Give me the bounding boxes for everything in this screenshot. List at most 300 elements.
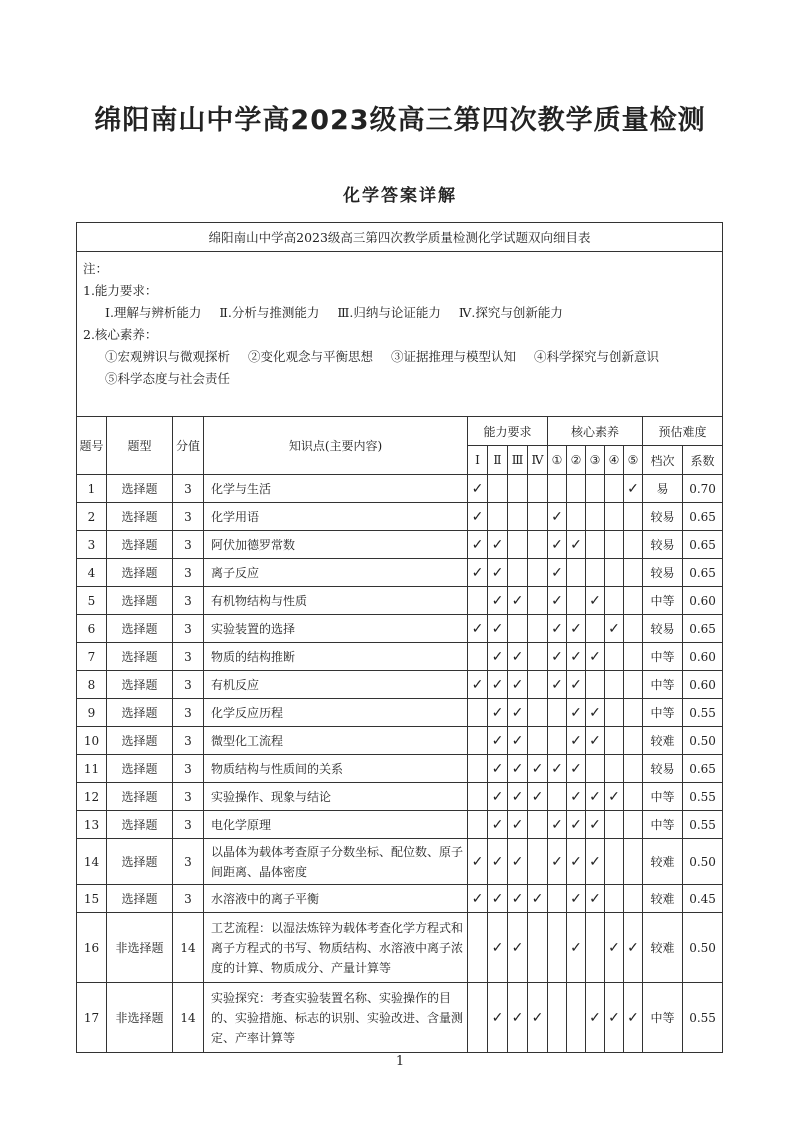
cell-type: 选择题 [107, 699, 173, 727]
cell-level: 易 [643, 475, 683, 503]
cell-no: 15 [77, 885, 107, 913]
literacy-check-4: ✓ [605, 983, 624, 1053]
cell-coef: 0.65 [683, 503, 723, 531]
cell-level: 中等 [643, 811, 683, 839]
literacy-check-4 [605, 885, 624, 913]
literacy-check-2 [567, 587, 586, 615]
cell-no: 1 [77, 475, 107, 503]
ability-check-4: ✓ [528, 885, 548, 913]
cell-coef: 0.50 [683, 727, 723, 755]
cell-no: 14 [77, 839, 107, 885]
ability-check-4 [528, 531, 548, 559]
literacy-check-2: ✓ [567, 727, 586, 755]
cell-level: 较易 [643, 755, 683, 783]
literacy-check-5 [624, 531, 643, 559]
literacy-check-5: ✓ [624, 983, 643, 1053]
cell-coef: 0.45 [683, 885, 723, 913]
ability-check-4 [528, 839, 548, 885]
literacy-check-2 [567, 559, 586, 587]
literacy-check-4 [605, 755, 624, 783]
cell-coef: 0.60 [683, 671, 723, 699]
ability-check-2: ✓ [488, 755, 508, 783]
cell-score: 3 [173, 615, 204, 643]
literacy-check-4 [605, 671, 624, 699]
cell-topic: 化学反应历程 [204, 699, 468, 727]
cell-topic: 化学用语 [204, 503, 468, 531]
cell-topic: 化学与生活 [204, 475, 468, 503]
literacy-check-2: ✓ [567, 615, 586, 643]
literacy-check-4 [605, 475, 624, 503]
notes-label: 注： [83, 261, 109, 276]
cell-no: 3 [77, 531, 107, 559]
literacy-check-2: ✓ [567, 885, 586, 913]
literacy-check-2 [567, 503, 586, 531]
cell-level: 较难 [643, 839, 683, 885]
ability-item: Ⅲ.归纳与论证能力 [337, 305, 441, 320]
cell-topic: 水溶液中的离子平衡 [204, 885, 468, 913]
literacy-items-2 [83, 368, 716, 390]
cell-score: 3 [173, 727, 204, 755]
ability-check-1: ✓ [468, 885, 488, 913]
header-ability-col: Ⅱ [488, 446, 508, 475]
literacy-item: ②变化观念与平衡思想 [248, 349, 374, 364]
cell-score: 3 [173, 503, 204, 531]
ability-check-2: ✓ [488, 671, 508, 699]
literacy-item: ⑤科学态度与社会责任 [105, 371, 231, 386]
literacy-check-2: ✓ [567, 783, 586, 811]
cell-level: 中等 [643, 643, 683, 671]
cell-topic: 有机物结构与性质 [204, 587, 468, 615]
ability-check-2: ✓ [488, 643, 508, 671]
ability-check-4: ✓ [528, 755, 548, 783]
header-level: 档次 [643, 446, 683, 475]
ability-item: Ⅰ.理解与辨析能力 [105, 305, 202, 320]
cell-no: 11 [77, 755, 107, 783]
cell-no: 9 [77, 699, 107, 727]
cell-no: 6 [77, 615, 107, 643]
ability-check-1 [468, 643, 488, 671]
cell-type: 选择题 [107, 783, 173, 811]
ability-check-3 [508, 475, 528, 503]
ability-check-3: ✓ [508, 811, 528, 839]
cell-level: 较易 [643, 531, 683, 559]
cell-type: 非选择题 [107, 913, 173, 983]
literacy-check-1 [548, 699, 567, 727]
table-row [77, 885, 723, 913]
literacy-check-1 [548, 913, 567, 983]
cell-level: 较易 [643, 559, 683, 587]
literacy-check-1: ✓ [548, 503, 567, 531]
cell-coef: 0.65 [683, 531, 723, 559]
literacy-check-5 [624, 727, 643, 755]
cell-coef: 0.55 [683, 811, 723, 839]
cell-type: 选择题 [107, 671, 173, 699]
literacy-check-1: ✓ [548, 811, 567, 839]
literacy-check-1 [548, 475, 567, 503]
cell-type: 非选择题 [107, 983, 173, 1053]
cell-type: 选择题 [107, 755, 173, 783]
cell-no: 2 [77, 503, 107, 531]
cell-score: 3 [173, 643, 204, 671]
ability-check-3: ✓ [508, 983, 528, 1053]
cell-no: 10 [77, 727, 107, 755]
literacy-check-4 [605, 643, 624, 671]
ability-check-3: ✓ [508, 783, 528, 811]
header-type: 题型 [107, 417, 173, 475]
cell-score: 3 [173, 811, 204, 839]
header-literacy-col: ⑤ [624, 446, 643, 475]
cell-topic: 物质的结构推断 [204, 643, 468, 671]
header-literacy-col: ② [567, 446, 586, 475]
table-row [77, 783, 723, 811]
literacy-check-1 [548, 727, 567, 755]
literacy-check-5 [624, 671, 643, 699]
ability-check-3: ✓ [508, 699, 528, 727]
literacy-check-5 [624, 885, 643, 913]
ability-check-2: ✓ [488, 783, 508, 811]
table-row [77, 671, 723, 699]
cell-coef: 0.55 [683, 699, 723, 727]
ability-check-2: ✓ [488, 559, 508, 587]
table-row [77, 643, 723, 671]
ability-check-2: ✓ [488, 885, 508, 913]
ability-item: Ⅱ.分析与推测能力 [219, 305, 320, 320]
spec-table [76, 222, 723, 1053]
literacy-check-3: ✓ [586, 839, 605, 885]
cell-type: 选择题 [107, 531, 173, 559]
cell-type: 选择题 [107, 587, 173, 615]
literacy-check-1: ✓ [548, 615, 567, 643]
cell-coef: 0.60 [683, 643, 723, 671]
header-literacy: 核心素养 [548, 417, 643, 446]
cell-no: 7 [77, 643, 107, 671]
header-literacy-col: ③ [586, 446, 605, 475]
cell-coef: 0.55 [683, 983, 723, 1053]
cell-score: 3 [173, 755, 204, 783]
literacy-check-4 [605, 839, 624, 885]
ability-check-3: ✓ [508, 755, 528, 783]
ability-check-1: ✓ [468, 475, 488, 503]
literacy-check-5 [624, 811, 643, 839]
literacy-check-3 [586, 475, 605, 503]
table-row [77, 531, 723, 559]
literacy-check-5 [624, 559, 643, 587]
ability-check-3: ✓ [508, 727, 528, 755]
cell-type: 选择题 [107, 811, 173, 839]
cell-coef: 0.65 [683, 559, 723, 587]
cell-coef: 0.50 [683, 839, 723, 885]
ability-check-1 [468, 783, 488, 811]
cell-type: 选择题 [107, 643, 173, 671]
literacy-heading: 2.核心素养： [83, 327, 158, 342]
literacy-check-4 [605, 559, 624, 587]
cell-score: 3 [173, 531, 204, 559]
literacy-check-2: ✓ [567, 643, 586, 671]
literacy-check-5 [624, 643, 643, 671]
literacy-check-2: ✓ [567, 671, 586, 699]
table-row [77, 587, 723, 615]
ability-check-4 [528, 727, 548, 755]
cell-level: 中等 [643, 587, 683, 615]
literacy-check-3 [586, 913, 605, 983]
cell-topic: 阿伏加德罗常数 [204, 531, 468, 559]
ability-check-3 [508, 503, 528, 531]
cell-level: 较难 [643, 913, 683, 983]
header-difficulty: 预估难度 [643, 417, 723, 446]
ability-check-1 [468, 727, 488, 755]
table-row [77, 615, 723, 643]
cell-level: 较难 [643, 727, 683, 755]
cell-no: 12 [77, 783, 107, 811]
literacy-check-1: ✓ [548, 559, 567, 587]
ability-check-1 [468, 983, 488, 1053]
cell-score: 14 [173, 983, 204, 1053]
header-ability-col: Ⅰ [468, 446, 488, 475]
ability-check-2: ✓ [488, 727, 508, 755]
cell-topic: 有机反应 [204, 671, 468, 699]
ability-check-4 [528, 913, 548, 983]
cell-type: 选择题 [107, 475, 173, 503]
literacy-check-1 [548, 783, 567, 811]
header-ability-col: Ⅳ [528, 446, 548, 475]
table-row [77, 913, 723, 983]
page-title: 绵阳南山中学高2023级高三第四次教学质量检测 [94, 105, 706, 136]
literacy-check-2 [567, 475, 586, 503]
cell-coef: 0.70 [683, 475, 723, 503]
cell-no: 16 [77, 913, 107, 983]
cell-topic: 实验操作、现象与结论 [204, 783, 468, 811]
cell-coef: 0.55 [683, 783, 723, 811]
cell-level: 较难 [643, 885, 683, 913]
literacy-check-3: ✓ [586, 983, 605, 1053]
cell-coef: 0.60 [683, 587, 723, 615]
cell-level: 中等 [643, 983, 683, 1053]
header-no: 题号 [77, 417, 107, 475]
literacy-check-5 [624, 699, 643, 727]
header-score: 分值 [173, 417, 204, 475]
ability-check-1: ✓ [468, 503, 488, 531]
literacy-check-5 [624, 839, 643, 885]
ability-check-4: ✓ [528, 783, 548, 811]
literacy-check-4 [605, 503, 624, 531]
ability-check-2: ✓ [488, 983, 508, 1053]
cell-type: 选择题 [107, 559, 173, 587]
ability-check-2: ✓ [488, 615, 508, 643]
cell-no: 17 [77, 983, 107, 1053]
literacy-check-2: ✓ [567, 755, 586, 783]
ability-check-1 [468, 811, 488, 839]
literacy-check-1 [548, 983, 567, 1053]
ability-check-2: ✓ [488, 587, 508, 615]
ability-check-1: ✓ [468, 671, 488, 699]
literacy-check-3 [586, 559, 605, 587]
literacy-check-4 [605, 727, 624, 755]
cell-type: 选择题 [107, 615, 173, 643]
literacy-check-4 [605, 699, 624, 727]
literacy-check-3: ✓ [586, 699, 605, 727]
literacy-check-5 [624, 615, 643, 643]
ability-check-2: ✓ [488, 913, 508, 983]
ability-check-3 [508, 615, 528, 643]
literacy-check-3: ✓ [586, 643, 605, 671]
ability-check-4 [528, 699, 548, 727]
ability-check-1 [468, 587, 488, 615]
literacy-check-5: ✓ [624, 475, 643, 503]
literacy-check-5: ✓ [624, 913, 643, 983]
ability-check-4 [528, 811, 548, 839]
table-row [77, 755, 723, 783]
literacy-item: ③证据推理与模型认知 [391, 349, 517, 364]
ability-item: Ⅳ.探究与创新能力 [458, 305, 563, 320]
cell-score: 3 [173, 783, 204, 811]
ability-items [83, 302, 716, 324]
ability-check-1 [468, 913, 488, 983]
ability-check-2: ✓ [488, 531, 508, 559]
ability-check-4 [528, 615, 548, 643]
cell-coef: 0.50 [683, 913, 723, 983]
literacy-items [83, 346, 716, 368]
header-literacy-col: ① [548, 446, 567, 475]
literacy-check-4 [605, 531, 624, 559]
ability-check-1: ✓ [468, 531, 488, 559]
cell-type: 选择题 [107, 727, 173, 755]
cell-coef: 0.65 [683, 755, 723, 783]
cell-topic: 离子反应 [204, 559, 468, 587]
ability-check-4 [528, 643, 548, 671]
header-coef: 系数 [683, 446, 723, 475]
literacy-check-2: ✓ [567, 531, 586, 559]
cell-score: 3 [173, 475, 204, 503]
literacy-check-4 [605, 811, 624, 839]
ability-check-4: ✓ [528, 983, 548, 1053]
literacy-check-2: ✓ [567, 839, 586, 885]
cell-level: 较易 [643, 615, 683, 643]
header-ability-col: Ⅲ [508, 446, 528, 475]
literacy-check-3: ✓ [586, 885, 605, 913]
ability-heading: 1.能力要求： [83, 283, 158, 298]
cell-no: 13 [77, 811, 107, 839]
literacy-check-3 [586, 503, 605, 531]
literacy-check-1: ✓ [548, 643, 567, 671]
literacy-check-1: ✓ [548, 755, 567, 783]
literacy-check-3: ✓ [586, 811, 605, 839]
cell-score: 14 [173, 913, 204, 983]
cell-score: 3 [173, 699, 204, 727]
literacy-check-3 [586, 755, 605, 783]
literacy-check-1: ✓ [548, 531, 567, 559]
literacy-check-2: ✓ [567, 811, 586, 839]
table-title: 绵阳南山中学高2023级高三第四次教学质量检测化学试题双向细目表 [77, 223, 723, 252]
literacy-check-3 [586, 671, 605, 699]
literacy-check-3 [586, 531, 605, 559]
page-number: 1 [395, 1054, 405, 1069]
table-row [77, 727, 723, 755]
literacy-check-3: ✓ [586, 727, 605, 755]
cell-no: 4 [77, 559, 107, 587]
ability-check-1 [468, 755, 488, 783]
cell-score: 3 [173, 559, 204, 587]
cell-coef: 0.65 [683, 615, 723, 643]
ability-check-3: ✓ [508, 839, 528, 885]
literacy-item: ①宏观辨识与微观探析 [105, 349, 231, 364]
literacy-check-2: ✓ [567, 913, 586, 983]
cell-score: 3 [173, 671, 204, 699]
literacy-check-3 [586, 615, 605, 643]
literacy-check-1: ✓ [548, 587, 567, 615]
table-row [77, 475, 723, 503]
header-literacy-col: ④ [605, 446, 624, 475]
cell-level: 中等 [643, 699, 683, 727]
cell-topic: 实验探究：考查实验装置名称、实验操作的目的、实验措施、标志的识别、实验改进、含量测定、产率计算等 [204, 983, 468, 1053]
cell-topic: 微型化工流程 [204, 727, 468, 755]
literacy-check-1: ✓ [548, 671, 567, 699]
table-notes [77, 252, 723, 417]
cell-level: 中等 [643, 783, 683, 811]
page-subtitle: 化学答案详解 [343, 186, 457, 206]
ability-check-2: ✓ [488, 699, 508, 727]
ability-check-1: ✓ [468, 615, 488, 643]
literacy-check-2: ✓ [567, 699, 586, 727]
ability-check-1: ✓ [468, 559, 488, 587]
table-row [77, 983, 723, 1053]
cell-type: 选择题 [107, 503, 173, 531]
literacy-check-3: ✓ [586, 783, 605, 811]
literacy-check-5 [624, 503, 643, 531]
ability-check-4 [528, 503, 548, 531]
cell-topic: 电化学原理 [204, 811, 468, 839]
header-ability: 能力要求 [468, 417, 548, 446]
literacy-check-4: ✓ [605, 913, 624, 983]
header-topic: 知识点(主要内容) [204, 417, 468, 475]
ability-check-3: ✓ [508, 671, 528, 699]
ability-check-4 [528, 475, 548, 503]
table-row [77, 699, 723, 727]
ability-check-3: ✓ [508, 587, 528, 615]
literacy-check-4 [605, 587, 624, 615]
cell-type: 选择题 [107, 839, 173, 885]
ability-check-1: ✓ [468, 839, 488, 885]
cell-score: 3 [173, 587, 204, 615]
cell-level: 中等 [643, 671, 683, 699]
literacy-check-3: ✓ [586, 587, 605, 615]
ability-check-4 [528, 587, 548, 615]
ability-check-1 [468, 699, 488, 727]
ability-check-3: ✓ [508, 643, 528, 671]
cell-topic: 工艺流程：以湿法炼锌为载体考查化学方程式和离子方程式的书写、物质结构、水溶液中离子浓度的计算、物质成分、产量计算等 [204, 913, 468, 983]
ability-check-2 [488, 503, 508, 531]
ability-check-2: ✓ [488, 811, 508, 839]
cell-topic: 实验装置的选择 [204, 615, 468, 643]
table-row [77, 839, 723, 885]
ability-check-3 [508, 559, 528, 587]
cell-topic: 物质结构与性质间的关系 [204, 755, 468, 783]
cell-no: 8 [77, 671, 107, 699]
cell-level: 较易 [643, 503, 683, 531]
table-row [77, 559, 723, 587]
cell-type: 选择题 [107, 885, 173, 913]
ability-check-4 [528, 559, 548, 587]
ability-check-3: ✓ [508, 913, 528, 983]
ability-check-3 [508, 531, 528, 559]
ability-check-4 [528, 671, 548, 699]
literacy-item: ④科学探究与创新意识 [534, 349, 660, 364]
literacy-check-4: ✓ [605, 615, 624, 643]
ability-check-2: ✓ [488, 839, 508, 885]
cell-no: 5 [77, 587, 107, 615]
literacy-check-1 [548, 885, 567, 913]
literacy-check-2 [567, 983, 586, 1053]
literacy-check-5 [624, 587, 643, 615]
